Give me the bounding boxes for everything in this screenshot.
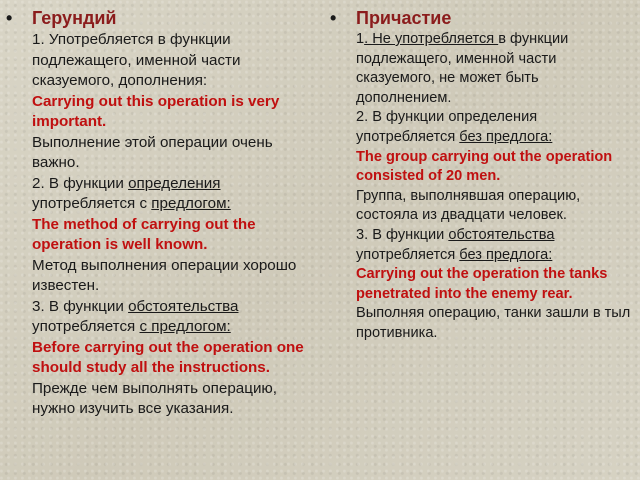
rule-text: 2. В функции: [32, 174, 129, 192]
gerund-column: [6, 6, 324, 420]
participle-translation-2: Группа, выполнявшая операцию, состояла из двадцати человек.: [356, 187, 581, 224]
gerund-heading: Герундий: [32, 8, 117, 28]
rule-text: употребляется: [356, 246, 460, 263]
underlined-term: . Не употребляется: [364, 31, 499, 47]
participle-translation-3: Выполняя операцию, танки зашли в тыл противника.: [356, 305, 631, 341]
gerund-translation-3: Прежде чем выполнять операцию, нужно изучить все указания.: [32, 379, 278, 417]
gerund-example-1: Carrying out this operation is very important.: [32, 92, 280, 130]
gerund-rule-2: [32, 174, 324, 215]
underlined-term: обстоятельства: [128, 297, 239, 315]
rule-text: употребляется: [32, 318, 140, 335]
underlined-term: определения: [128, 174, 221, 192]
gerund-body: [6, 30, 324, 420]
underlined-term: с предлогом:: [139, 318, 231, 335]
gerund-example-2: The method of carrying out the operation is well known.: [32, 215, 256, 253]
rule-text: в функции подлежащего, именной части сказуемого, не может быть дополнением.: [356, 31, 569, 106]
participle-example-2: The group carrying out the operation consisted of 20 men.: [356, 148, 613, 185]
participle-heading: Причастие: [356, 8, 452, 28]
rule-text: 2. В функции определения употребляется: [356, 109, 538, 145]
gerund-example-3: Before carrying out the operation one should study all the instructions.: [32, 338, 304, 376]
participle-rule-1: [356, 30, 634, 108]
gerund-translation-2: Метод выполнения операции хорошо известен.: [32, 256, 297, 294]
underlined-term: без предлога:: [459, 246, 553, 263]
participle-column: [330, 6, 634, 344]
participle-heading-row: [330, 6, 634, 30]
gerund-translation-1: Выполнение этой операции очень важно.: [32, 133, 273, 171]
participle-rule-2: [356, 108, 634, 147]
bullet-icon: •: [6, 8, 13, 28]
rule-text: 1: [356, 31, 365, 47]
gerund-rule-3: [32, 297, 324, 338]
gerund-heading-row: [6, 6, 324, 30]
gerund-rule-1: [32, 30, 324, 92]
participle-example-3: Carrying out the operation the tanks penetrated into the enemy rear.: [356, 266, 608, 302]
rule-text: 1. Употребляется в функции подлежащего, именной части сказуемого, дополнения:: [32, 31, 241, 89]
rule-text: 3. В функции: [32, 297, 129, 315]
rule-text: 3. В функции: [356, 226, 449, 243]
participle-body: [330, 30, 634, 344]
underlined-term: предлогом:: [151, 195, 231, 212]
participle-rule-3: [356, 226, 634, 265]
underlined-term: без предлога:: [459, 128, 553, 145]
bullet-icon: •: [330, 8, 337, 28]
underlined-term: обстоятельства: [448, 226, 555, 243]
rule-text: употребляется с: [32, 195, 152, 212]
